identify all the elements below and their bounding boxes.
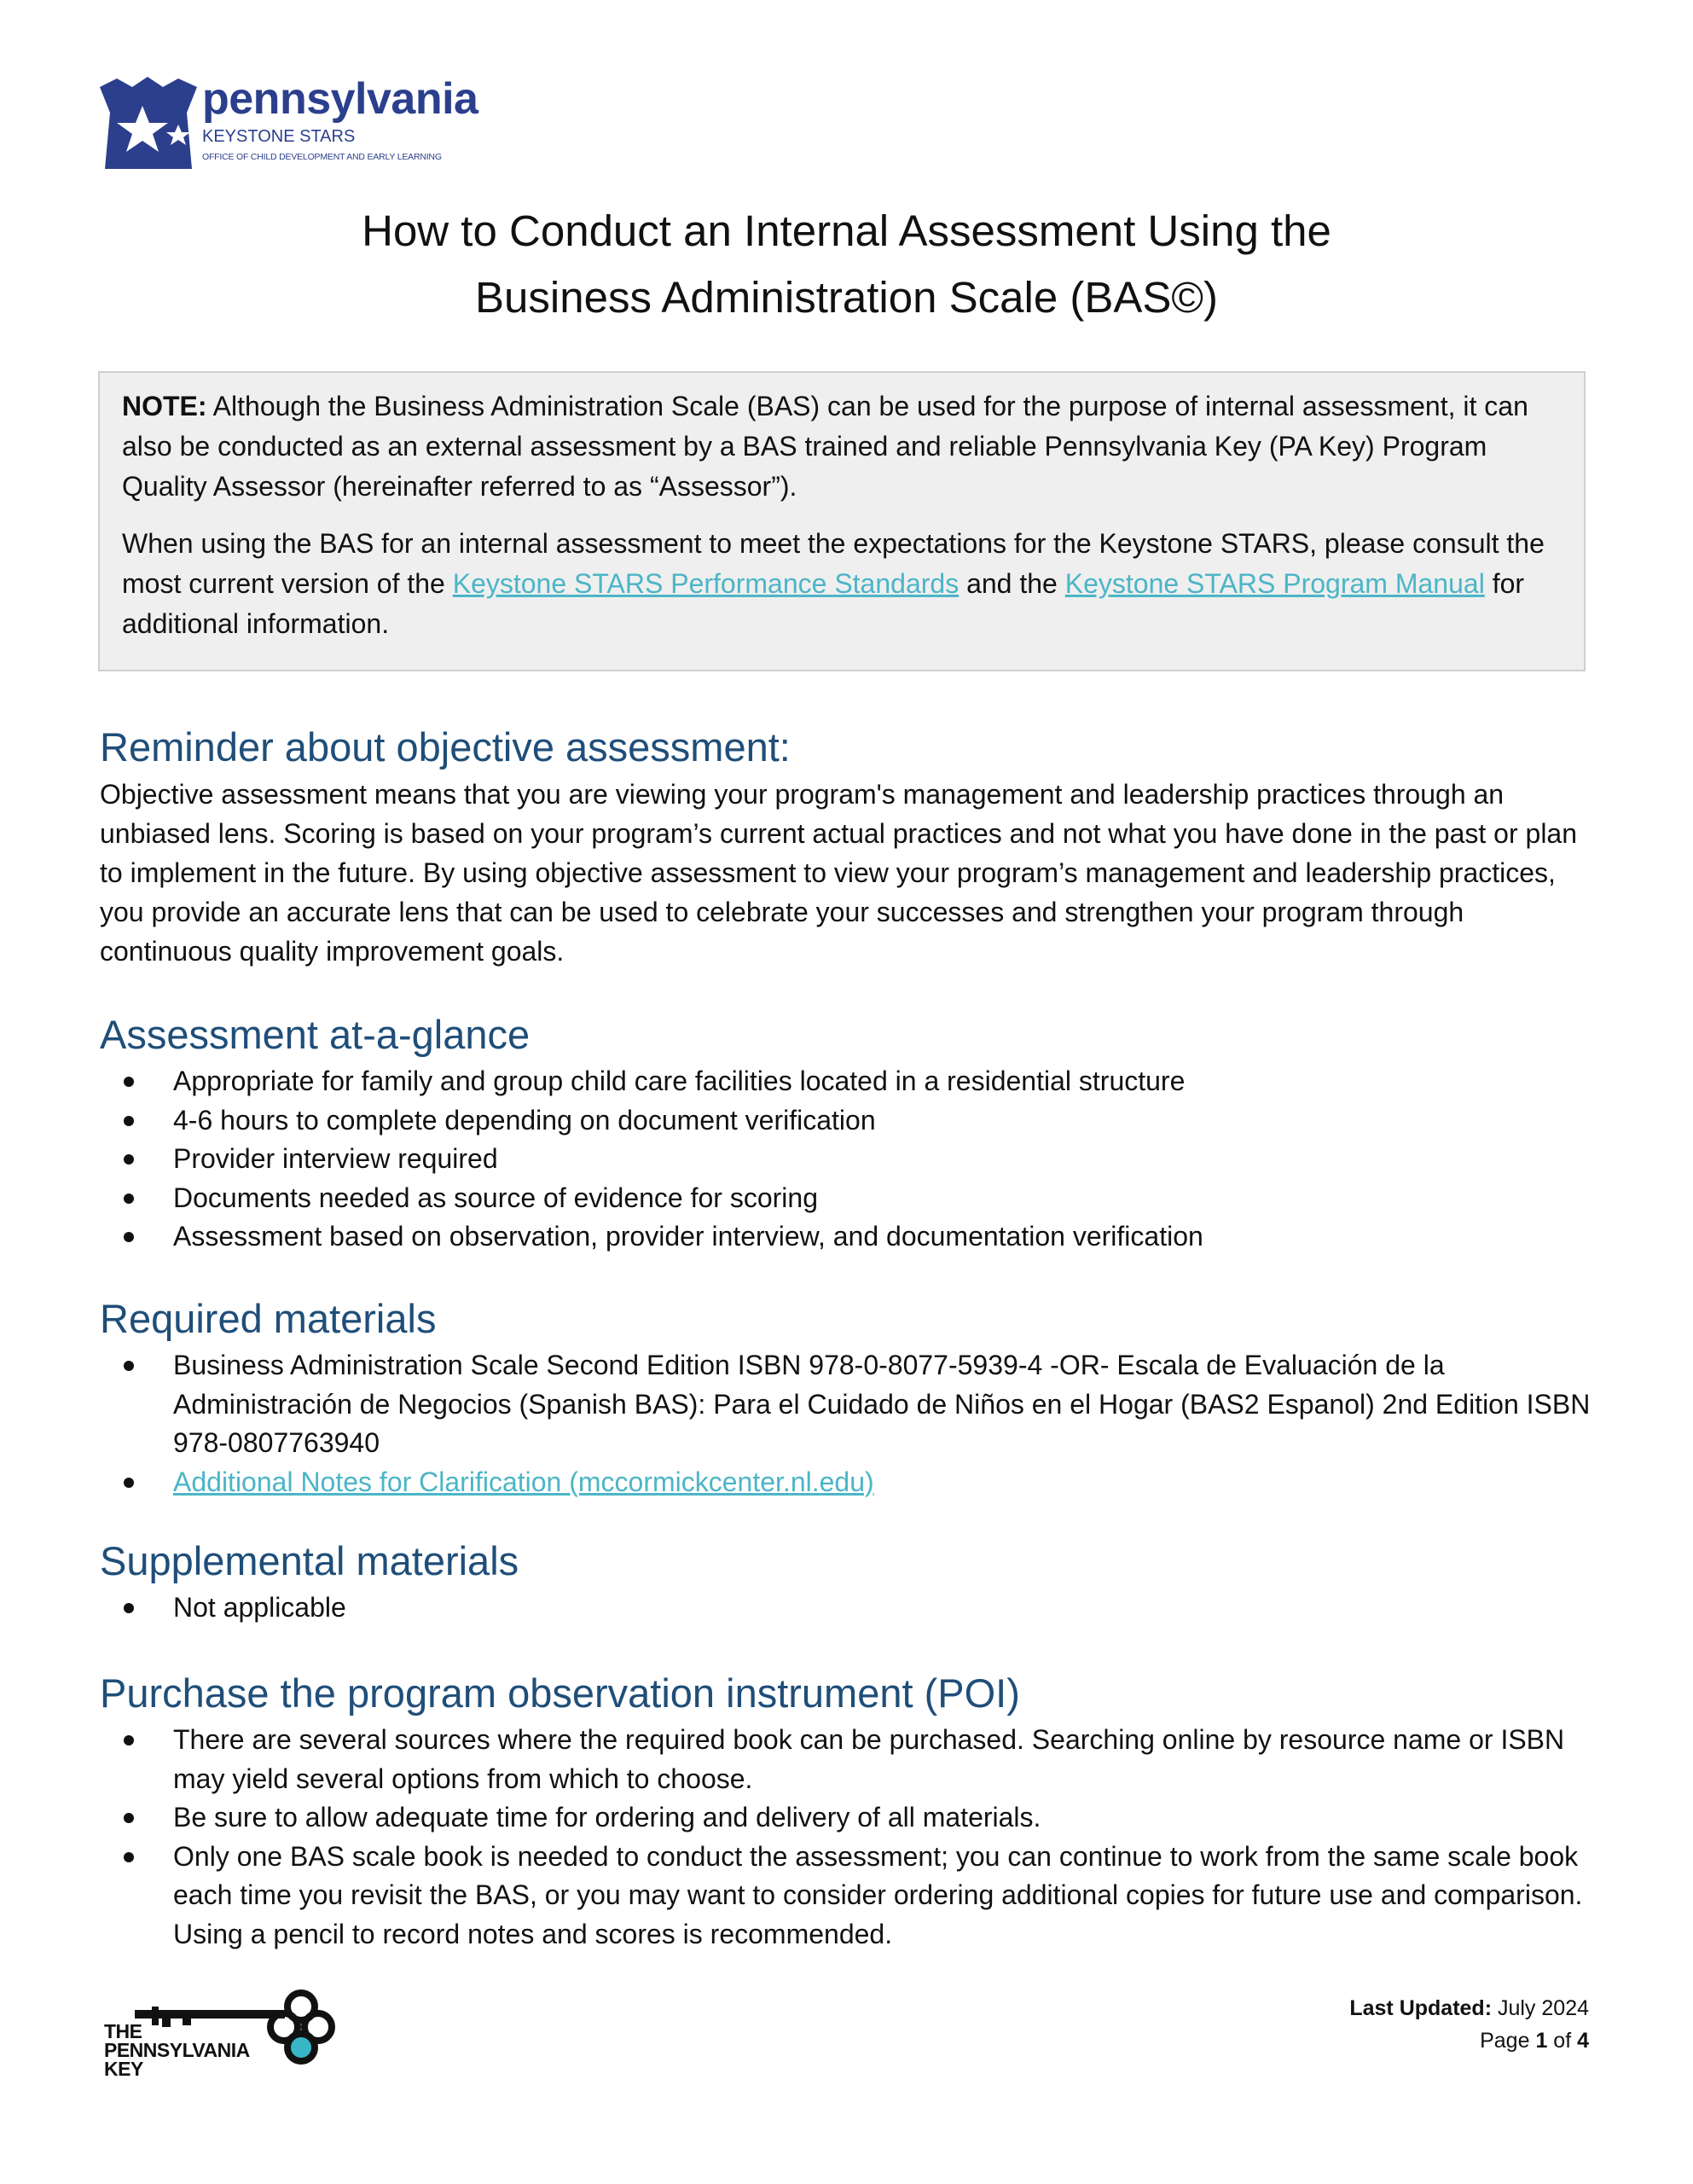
list-item-text: There are several sources where the required book can be purchased. Searching online by resource name or ISBN may yield several options from which to choose. bbox=[173, 1724, 1565, 1794]
list-item bbox=[100, 1062, 1592, 1101]
keystone-star-icon bbox=[98, 75, 199, 171]
page-total: 4 bbox=[1577, 2029, 1589, 2053]
last-updated bbox=[1349, 1992, 1589, 2024]
footer-logo-line: THE bbox=[104, 2020, 142, 2042]
page-word: Page bbox=[1480, 2029, 1536, 2053]
logo-subtitle: KEYSTONE STARS bbox=[202, 127, 356, 147]
list-item-text: Provider interview required bbox=[173, 1143, 498, 1174]
list-item bbox=[100, 1346, 1592, 1463]
list-item-text: Be sure to allow adequate time for ordering and delivery of all materials. bbox=[173, 1802, 1041, 1833]
note-text-2a: When using the BAS for an internal assessment to meet the expectations for the Keystone STARS, please consult the most current version of the bbox=[122, 528, 1545, 599]
bullet-icon bbox=[124, 1232, 134, 1242]
list-item bbox=[100, 1721, 1592, 1798]
page-of: of bbox=[1547, 2029, 1578, 2053]
title-line-2: Business Administration Scale (BAS©) bbox=[475, 273, 1218, 322]
performance-standards-link[interactable]: Keystone STARS Performance Standards bbox=[452, 568, 960, 599]
pennsylvania-key-logo bbox=[101, 1988, 348, 2090]
list-item bbox=[100, 1140, 1592, 1179]
title-line-1: How to Conduct an Internal Assessment Using the bbox=[362, 206, 1331, 255]
list-item bbox=[100, 1101, 1592, 1141]
bullet-icon bbox=[124, 1813, 134, 1823]
bullet-icon bbox=[124, 1154, 134, 1165]
list-item-text: Business Administration Scale Second Edition ISBN 978-0-8077-5939-4 -OR- Escala de Evaluación de la Administración de Negocios (Spanish BAS): Para el Cuidado de Niños en el Hogar (BAS2 Espanol) 2nd Edition ISBN 978-0807763940 bbox=[173, 1350, 1591, 1458]
document-title bbox=[0, 198, 1693, 331]
bullet-icon bbox=[124, 1361, 134, 1371]
bullet-icon bbox=[124, 1194, 134, 1204]
list-item-text: Appropriate for family and group child care facilities located in a residential structure bbox=[173, 1066, 1186, 1096]
footer-logo-text bbox=[104, 2022, 250, 2078]
list-item bbox=[100, 1463, 1592, 1502]
last-updated-label: Last Updated: bbox=[1349, 1996, 1493, 2020]
pa-keystone-stars-logo bbox=[98, 75, 490, 177]
glance-section bbox=[100, 1009, 1592, 1257]
program-manual-link[interactable]: Keystone STARS Program Manual bbox=[1064, 568, 1485, 599]
list-item bbox=[100, 1217, 1592, 1257]
bullet-icon bbox=[124, 1603, 134, 1613]
footer-logo-line: KEY bbox=[104, 2058, 143, 2080]
bullet-icon bbox=[124, 1116, 134, 1126]
supplemental-section bbox=[100, 1536, 1592, 1628]
supplemental-heading: Supplemental materials bbox=[100, 1538, 519, 1583]
list-item bbox=[100, 1179, 1592, 1218]
note-paragraph-1 bbox=[122, 386, 1562, 507]
last-updated-value: July 2024 bbox=[1492, 1996, 1589, 2020]
reminder-section bbox=[100, 722, 1592, 971]
page-number bbox=[1349, 2024, 1589, 2057]
list-item-text: Documents needed as source of evidence for scoring bbox=[173, 1182, 818, 1213]
logo-text bbox=[202, 75, 478, 162]
list-item bbox=[100, 1589, 1592, 1628]
bullet-icon bbox=[124, 1852, 134, 1862]
note-text-2c: for additional information. bbox=[122, 568, 1525, 639]
clarification-notes-link[interactable]: Additional Notes for Clarification (mccormickcenter.nl.edu) bbox=[173, 1466, 874, 1497]
list-item-text: Not applicable bbox=[173, 1592, 346, 1623]
bullet-icon bbox=[124, 1735, 134, 1745]
supplemental-list bbox=[100, 1589, 1592, 1628]
list-item-text: Assessment based on observation, provider interview, and documentation verification bbox=[173, 1221, 1203, 1252]
note-text-1: Although the Business Administration Scale (BAS) can be used for the purpose of internal assessment, it can also be conducted as an external assessment by a BAS trained and reliable Pennsylvania Key (PA Key) Program Quality Assessor (hereinafter referred to as “Assessor”). bbox=[122, 391, 1528, 502]
footer-info bbox=[1349, 1992, 1589, 2057]
page-current: 1 bbox=[1535, 2029, 1548, 2053]
note-paragraph-2 bbox=[122, 524, 1562, 644]
glance-heading: Assessment at-a-glance bbox=[100, 1012, 531, 1057]
purchase-section bbox=[100, 1668, 1592, 1954]
footer-logo-line: PENNSYLVANIA bbox=[104, 2039, 250, 2061]
list-item bbox=[100, 1838, 1592, 1955]
list-item-text: 4-6 hours to complete depending on document verification bbox=[173, 1104, 876, 1136]
note-label: NOTE: bbox=[122, 391, 207, 421]
list-item-text: Only one BAS scale book is needed to conduct the assessment; you can continue to work from the same scale book each time you revisit the BAS, or you may want to consider ordering additional copies for future use and comparison. Using a pencil to record notes and scores is recommended. bbox=[173, 1840, 1583, 1949]
required-heading: Required materials bbox=[100, 1296, 437, 1341]
logo-office-line: OFFICE OF CHILD DEVELOPMENT AND EARLY LEARNING bbox=[202, 152, 442, 163]
reminder-paragraph: Objective assessment means that you are viewing your program's management and leadership practices through an unbiased lens. Scoring is based on your program’s current actual practices and not what you have done in the past or plan to implement in the future. By using objective assessment to view your program’s management and leadership practices, you provide an accurate lens that can be used to celebrate your successes and strengthen your program through continuous quality improvement goals. bbox=[100, 779, 1578, 967]
purchase-list bbox=[100, 1721, 1592, 1954]
bullet-icon bbox=[124, 1077, 134, 1087]
reminder-heading: Reminder about objective assessment: bbox=[100, 724, 791, 770]
required-section bbox=[100, 1293, 1592, 1502]
bullet-icon bbox=[124, 1478, 134, 1488]
list-item bbox=[100, 1798, 1592, 1838]
required-list bbox=[100, 1346, 1592, 1502]
purchase-heading: Purchase the program observation instrument (POI) bbox=[100, 1670, 1020, 1716]
note-text-2b: and the bbox=[959, 568, 1065, 599]
glance-list bbox=[100, 1062, 1592, 1257]
note-box bbox=[98, 371, 1586, 671]
logo-wordmark: pennsylvania bbox=[202, 74, 478, 124]
